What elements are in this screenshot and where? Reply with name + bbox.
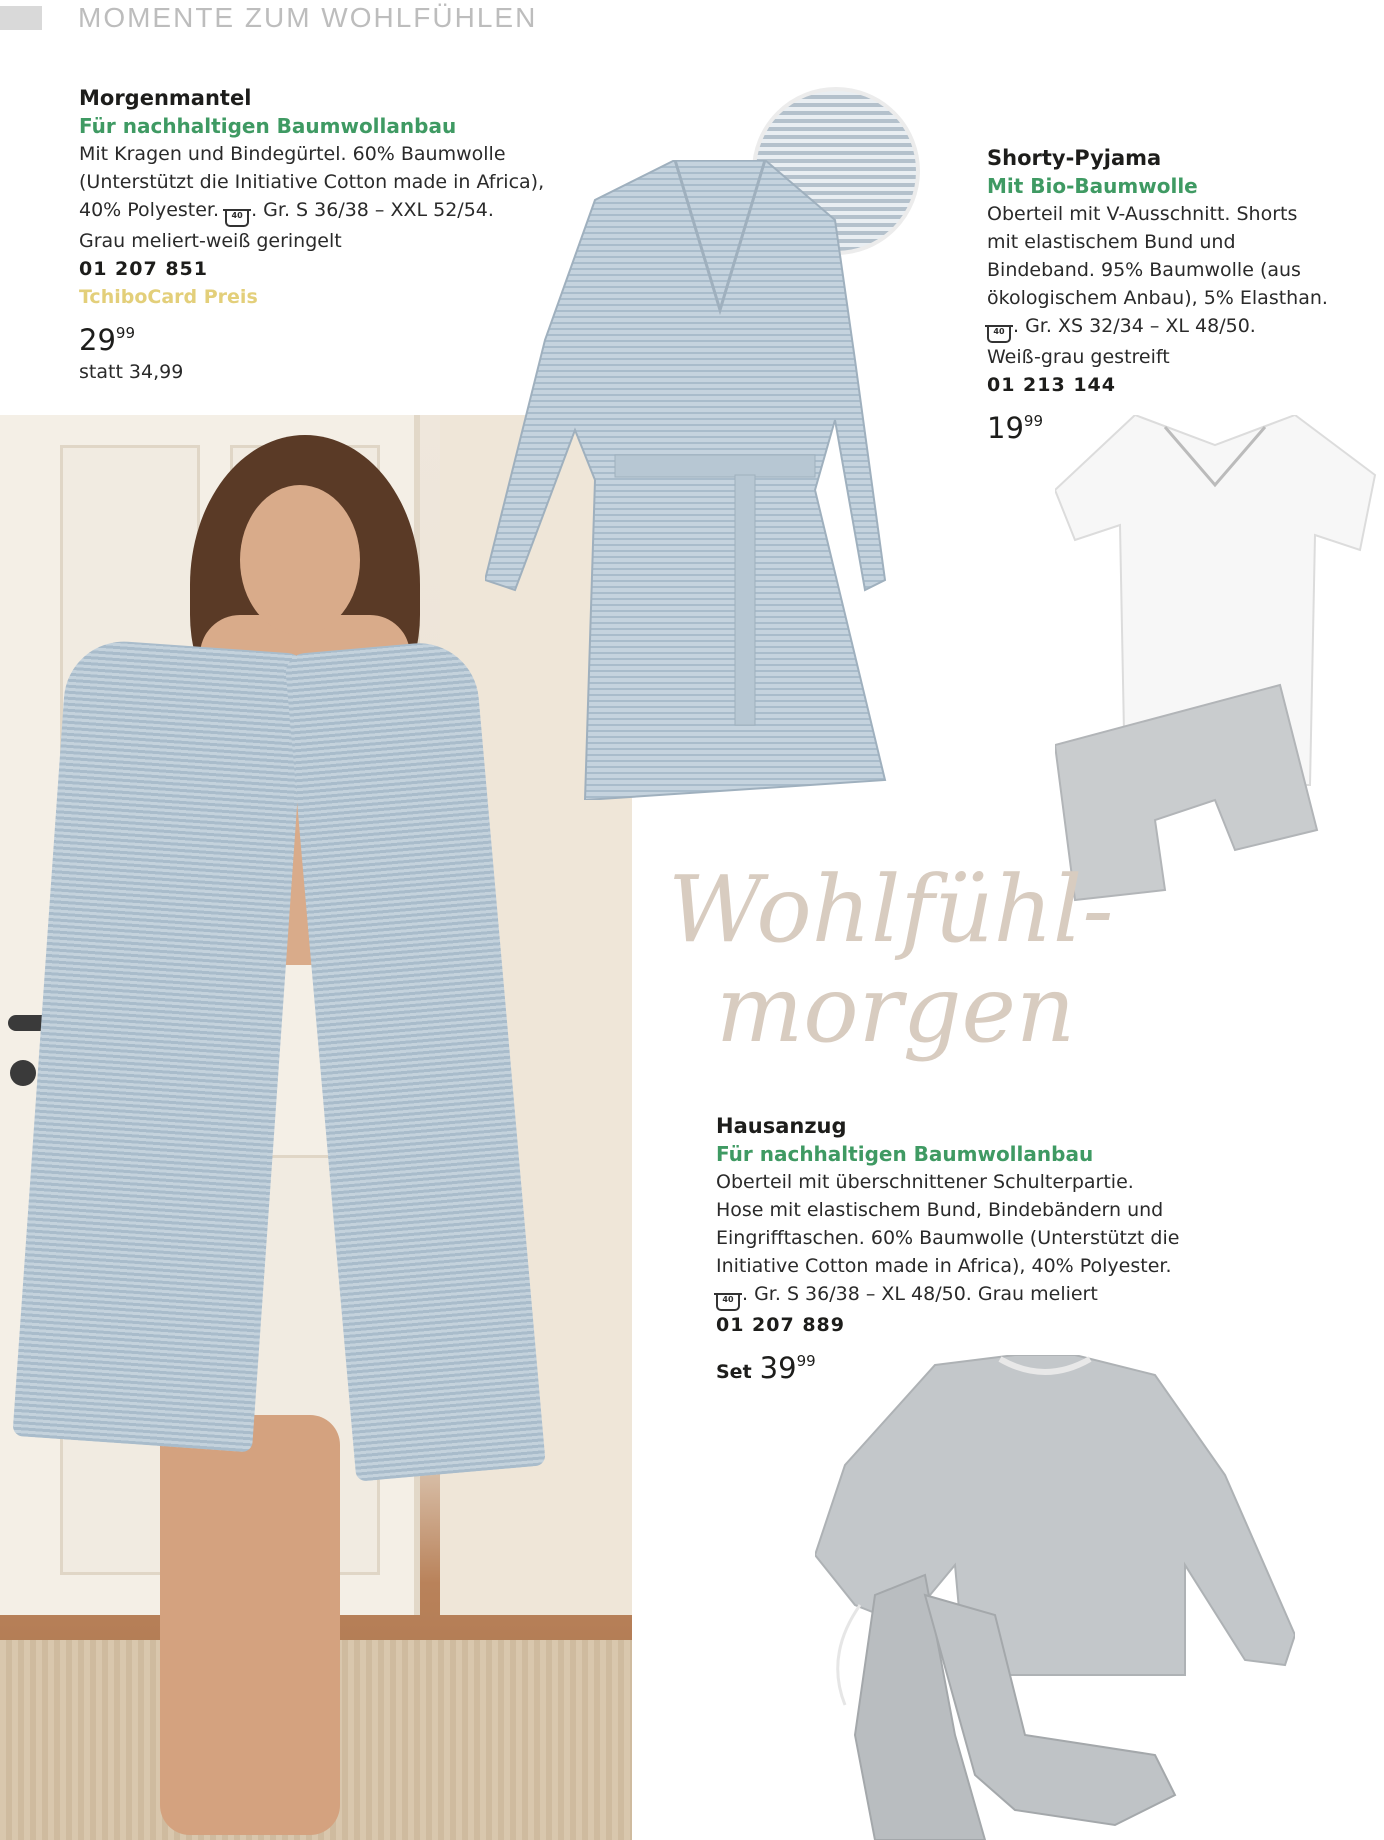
section-title: MOMENTE ZUM WOHLFÜHLEN <box>78 2 538 33</box>
product-claim: Für nachhaltigen Baumwollanbau <box>79 114 457 138</box>
model-legs <box>160 1415 340 1835</box>
price: Set $39^{99}$ <box>716 1351 816 1385</box>
robe-product-image <box>485 160 955 800</box>
door-knob <box>10 1060 36 1086</box>
product-description-line: Grau meliert-weiß geringelt <box>79 230 342 252</box>
product-description-line: Hose mit elastischem Bund, Bindebändern und <box>716 1199 1164 1221</box>
product-description-line: (Unterstützt die Initiative Cotton made in Africa), <box>79 171 545 193</box>
product-pyjama <box>987 144 1377 446</box>
product-claim: Für nachhaltigen Baumwollanbau <box>716 1142 1094 1166</box>
product-description-line: Oberteil mit V-Ausschnitt. Shorts <box>987 203 1298 225</box>
tagline-line-1: Wohlfühl- <box>668 856 1114 963</box>
product-description-line: Initiative Cotton made in Africa), 40% Polyester. <box>716 1255 1172 1277</box>
price: $29^{99}$ <box>79 323 135 357</box>
model-face <box>240 485 360 635</box>
product-name: Shorty-Pyjama <box>987 146 1162 170</box>
product-description-line: Weiß-grau gestreift <box>987 346 1170 368</box>
wash-care-icon: 40 <box>987 325 1011 343</box>
product-description-line: 40 . Gr. XS 32/34 – XL 48/50. <box>987 312 1377 343</box>
product-description-line: Mit Kragen und Bindegürtel. 60% Baumwolle <box>79 143 506 165</box>
tagline-line-2: morgen <box>716 956 1076 1063</box>
product-claim: Mit Bio-Baumwolle <box>987 174 1198 198</box>
product-description-line: mit elastischem Bund und <box>987 231 1236 253</box>
product-description-line: Eingrifftaschen. 60% Baumwolle (Unterstützt die <box>716 1227 1180 1249</box>
product-name: Morgenmantel <box>79 86 252 110</box>
product-hausanzug <box>716 1112 1276 1390</box>
article-number: 01 207 889 <box>716 1314 845 1336</box>
tchibocard-label: TchiboCard Preis <box>79 286 258 308</box>
article-number: 01 207 851 <box>79 258 208 280</box>
product-description-line: 40% Polyester. 40 . Gr. S 36/38 – XXL 52/54. <box>79 196 559 227</box>
wash-care-icon: 40 <box>716 1293 740 1311</box>
article-number: 01 213 144 <box>987 374 1116 396</box>
old-price: statt 34,99 <box>79 361 184 383</box>
wash-care-icon: 40 <box>225 209 249 227</box>
product-description-line: Bindeband. 95% Baumwolle (aus <box>987 259 1301 281</box>
product-description-line: 40 . Gr. S 36/38 – XL 48/50. Grau meliert <box>716 1280 1276 1311</box>
loungewear-product-image <box>815 1355 1295 1840</box>
product-name: Hausanzug <box>716 1114 847 1138</box>
header-marker <box>0 6 42 30</box>
price: $19^{99}$ <box>987 411 1043 445</box>
product-description-line: Oberteil mit überschnittener Schulterpartie. <box>716 1171 1134 1193</box>
product-description-line: ökologischem Anbau), 5% Elasthan. <box>987 287 1328 309</box>
